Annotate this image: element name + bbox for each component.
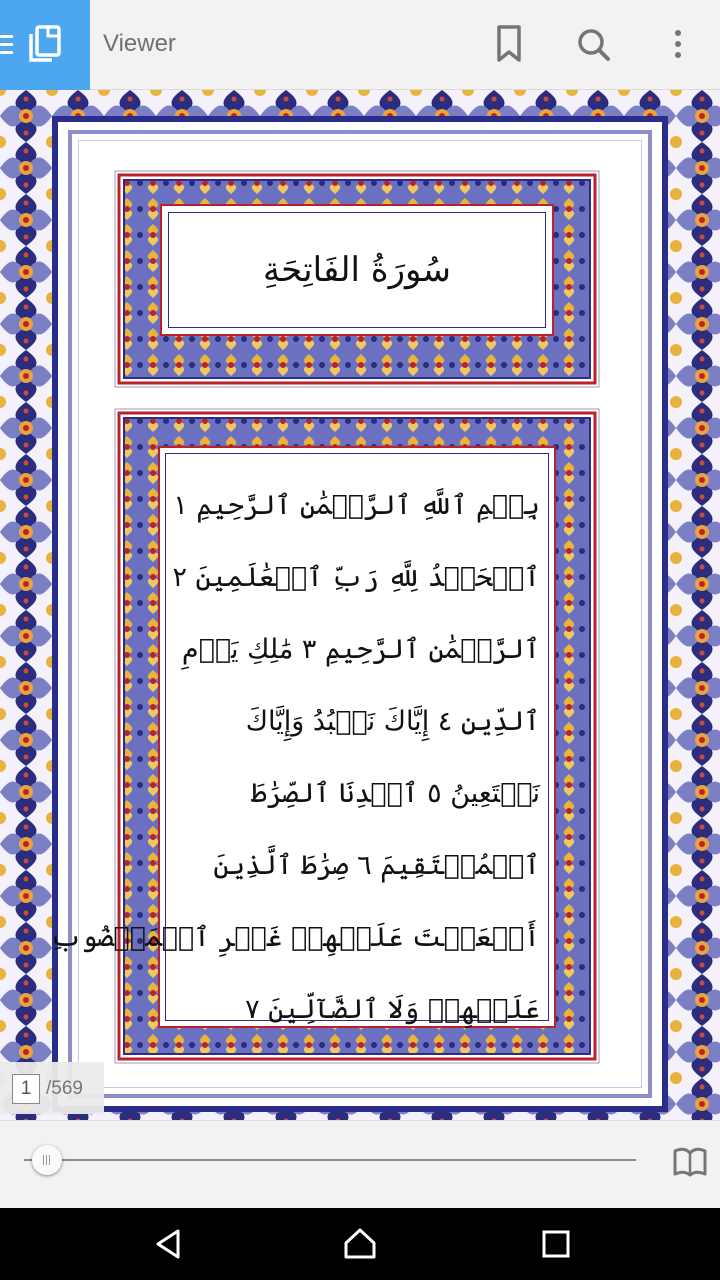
page-indicator[interactable] [0, 1062, 104, 1114]
mushaf-page[interactable] [0, 90, 720, 1120]
app-toolbar [0, 0, 720, 90]
verse-line: عَلَيۡهِمۡ وَلَا ٱلضَّآلِّينَ ٧ [245, 994, 540, 1025]
surah-header [114, 170, 600, 388]
app-title: Viewer [103, 30, 176, 57]
verse-line: ٱلۡمُسۡتَقِيمَ ٦ صِرَٰطَ ٱلَّذِينَ [213, 850, 540, 881]
navigation-drawer-button[interactable] [0, 0, 90, 90]
verse-line: بِسۡمِ ٱللَّهِ ٱلرَّحۡمَٰنِ ٱلرَّحِيمِ ١ [173, 490, 540, 521]
page-slider-thumb[interactable] [32, 1145, 62, 1175]
verses-frame [50, 408, 600, 1064]
back-icon[interactable] [150, 1226, 186, 1262]
book-icon[interactable] [672, 1145, 708, 1179]
search-icon[interactable] [576, 24, 612, 64]
verse-line: ٱلرَّحۡمَٰنِ ٱلرَّحِيمِ ٣ مَٰلِكِ يَوۡمِ [181, 634, 540, 665]
surah-title-plate [160, 204, 554, 336]
more-vert-icon[interactable] [672, 24, 684, 64]
verses-text [50, 470, 540, 1046]
verse-line: ٱلۡحَمۡدُ لِلَّهِ رَبِّ ٱلۡعَٰلَمِينَ ٢ [172, 562, 540, 593]
total-pages-label: /569 [46, 1078, 83, 1099]
current-page-field[interactable]: 1 [12, 1074, 40, 1104]
verses-plate [50, 446, 556, 1028]
system-navigation-bar [0, 1208, 720, 1280]
page-slider-bar [0, 1120, 720, 1208]
recents-icon[interactable] [538, 1226, 574, 1262]
menu-icon [0, 35, 13, 55]
verse-line: ٱلدِّينِ ٤ إِيَّاكَ نَعۡبُدُ وَإِيَّاكَ [245, 706, 540, 737]
bookmark-icon[interactable] [495, 24, 523, 64]
verse-line: أَنۡعَمۡتَ عَلَيۡهِمۡ غَيۡرِ ٱلۡمَغۡضُوبِ [50, 922, 540, 953]
page-slider-track[interactable] [24, 1159, 636, 1161]
document-icon [26, 24, 64, 64]
surah-title: سُورَةُ الفَاتِحَةِ [262, 250, 452, 290]
verse-line: نَسۡتَعِينُ ٥ ٱهۡدِنَا ٱلصِّرَٰطَ [250, 778, 540, 809]
home-icon[interactable] [342, 1226, 378, 1262]
